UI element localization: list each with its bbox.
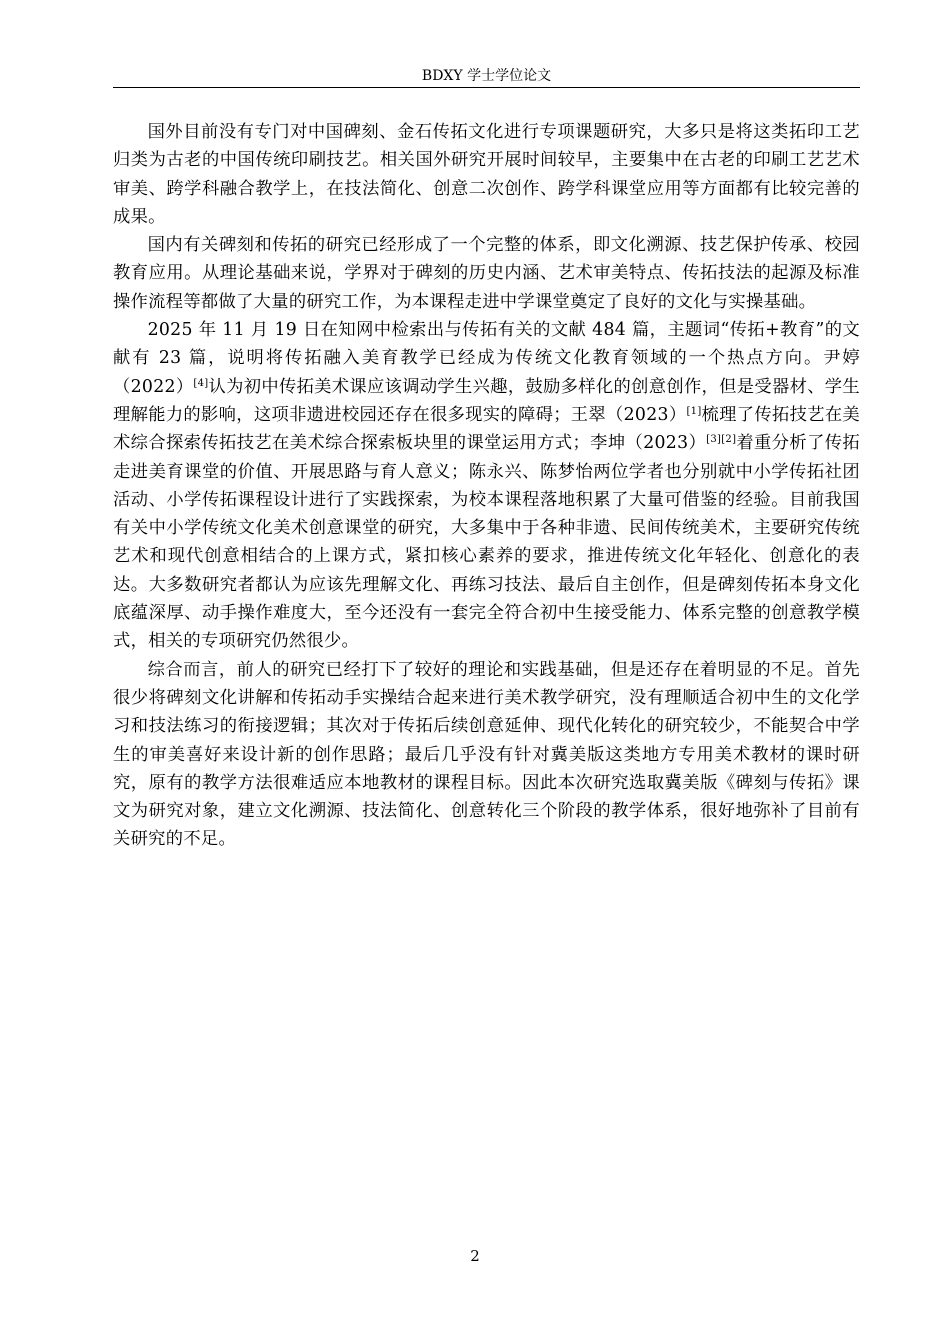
running-header: BDXY 学士学位论文 bbox=[421, 68, 552, 84]
paragraph-domestic-research: 国内有关碑刻和传拓的研究已经形成了一个完整的体系，即文化溯源、技艺保护传承、校园教育应用。从理论基础来说，学界对于碑刻的历史内涵、艺术审美特点、传拓技法的起源及标准操作流程等都做了大量的研究工作，为本课程走进中学课堂奠定了良好的文化与实操基础。 bbox=[113, 235, 860, 312]
paragraph-foreign-research: 国外目前没有专门对中国碑刻、金石传拓文化进行专项课题研究，大多只是将这类拓印工艺归类为古老的中国传统印刷技艺。相关国外研究开展时间较早，主要集中在古老的印刷工艺艺术审美、跨学科融合教学上，在技法简化、创意二次创作、跨学科课堂应用等方面都有比较完善的成果。 bbox=[113, 122, 860, 227]
text-segment: 着重分析了传拓走进美育课堂的价值、开展思路与育人意义；陈永兴、陈梦怡两位学者也分别就中小学传拓社团活动、小学传拓课程设计进行了实践探索，为校本课程落地积累了大量可借鉴的经验。目前我国有关中小学传统文化美术创意课堂的研究，大多集中于各种非遗、民间传统美术，主要研究传统艺术和现代创意相结合的上课方式，紧扣核心素养的要求，推进传统文化年轻化、创意化的表达。大多数研究者都认为应该先理解文化、再练习技法、最后自主创作，但是碑刻传拓本身文化底蕴深厚、动手操作难度大，至今还没有一套完全符合初中生接受能力、体系完整的创意教学模式，相关的专项研究仍然很少。 bbox=[113, 433, 860, 652]
text-segment: 认为初中传拓美术课应该调动学生兴趣，鼓励多样化的创意创作，但是受器材、学生理解能力的影响，这项非遗进校园还存在很多现实的障碍；王翠（2023） bbox=[113, 376, 860, 425]
body-text bbox=[113, 118, 860, 854]
citation-ref[interactable]: [3][2] bbox=[706, 434, 737, 446]
text-segment: 2025 年 11 月 19 日在知网中检索出与传拓有关的文献 484 篇，主题词“传拓+教育”的文献有 23 篇，说明将传拓融入美育教学已经成为传统文化教育领域的一个热点方向。尹婷（2022） bbox=[113, 320, 860, 397]
paragraph-literature-review bbox=[113, 316, 860, 656]
text-segment: 梳理了传拓技艺在美术综合探索传拓技艺在美术综合探索板块里的课堂运用方式；李坤（2023） bbox=[113, 404, 861, 454]
header-rule bbox=[113, 87, 860, 88]
citation-ref[interactable]: [1] bbox=[686, 405, 702, 417]
paragraph-summary: 综合而言，前人的研究已经打下了较好的理论和实践基础，但是还存在着明显的不足。首先很少将碑刻文化讲解和传拓动手实操结合起来进行美术教学研究，没有理顺适合初中生的文化学习和技法练习的衔接逻辑；其次对于传拓后续创意延伸、现代化转化的研究较少，不能契合中学生的审美喜好来设计新的创作思路；最后几乎没有针对冀美版这类地方专用美术教材的课时研究，原有的教学方法很难适应本地教材的课程目标。因此本次研究选取冀美版《碑刻与传拓》课文为研究对象，建立文化溯源、技法简化、创意转化三个阶段的教学体系，很好地弥补了目前有关研究的不足。 bbox=[113, 659, 860, 850]
citation-ref[interactable]: [4] bbox=[193, 377, 209, 389]
page-number: 2 bbox=[470, 1247, 480, 1265]
